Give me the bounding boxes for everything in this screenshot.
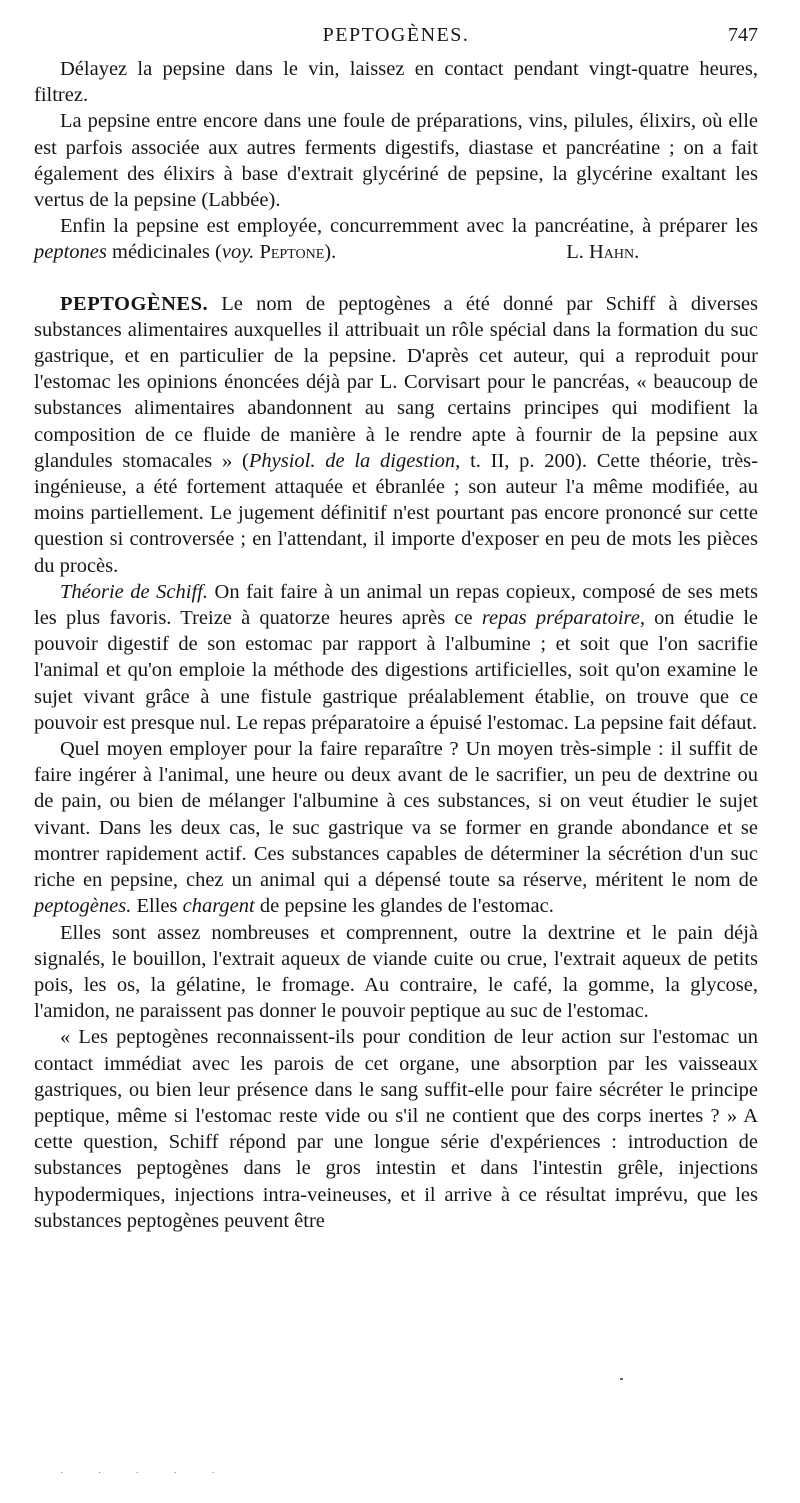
- running-title: PEPTOGÈNES.: [322, 24, 470, 46]
- text-run-italic: chargent: [182, 895, 255, 918]
- text-run: t. II, p. 200). Cette théorie, très-ingénieuse, a été fortement attaquée et ébranlée ; son auteur l'a même modifiée, au moins partiellement. Le jugement définitif n'est pourtant pas encore prononcé sur cette question si controversée ; en l'attendant, il importe d'exposer en peu de mots les pièces du procès.: [34, 449, 758, 577]
- paragraph-pepsine-preparations: La pepsine entre encore dans une foule de préparations, vins, pilules, élixirs, où elle est parfois associée aux autres ferments digestifs, diastase et pancréatine ; on a fait également des élixirs à base d'extrait glycériné de pepsine, la glycérine exaltant les vertus de la pepsine (Labbée).: [34, 110, 758, 212]
- print-specks: · · · · ·: [60, 1468, 231, 1479]
- text-run: Enfin la pepsine est employée, concurremment avec la pancréatine, à préparer les: [60, 215, 758, 238]
- text-run-italic: voy.: [221, 241, 255, 264]
- section-gap: [34, 266, 758, 291]
- text-run: on étudie le pouvoir digestif de son estomac par rapport à l'albumine ; et soit que l'on sacrifie l'animal et qu'on emploie la méthode des digestions artificielles, soit qu'on examine le sujet vivant grâce à une fistule gastrique préalablement établie, on trouve que ce pouvoir est presque nul. Le repas préparatoire a épuisé l'estomac. La pepsine fait défaut.: [34, 607, 758, 734]
- paragraph-quel-moyen: [34, 736, 758, 919]
- text-run: de pepsine les glandes de l'estomac.: [254, 895, 554, 918]
- text-run: Le nom de peptogènes a été donné par Schiff à diverses substances alimentaires auxquelles il attribuait un rôle spécial dans la formation du suc gastrique, et en particulier de la pepsine. D'après cet auteur, qui a reproduit pour l'estomac les opinions énoncées déjà par L. Corvisart pour le pancréas, « beaucoup de substances alimentaires abandonnent au sang certains principes qui modifient la composition de ce fluide de manière à le rendre apte à fournir de la pepsine aux glandules stomacales » (: [34, 292, 758, 472]
- paragraph-enfin: [34, 213, 758, 265]
- paragraph-nombreuses: Elles sont assez nombreuses et comprennent, outre la dextrine et le pain déjà signalés, le bouillon, l'extrait aqueux de viande cuite ou crue, l'extrait aqueux de petits pois, les os, la gélatine, le fromage. Au contraire, le café, la gomme, la glycose, l'amidon, ne paraissent pas donner le pouvoir peptique au suc de l'estomac.: [34, 921, 758, 1023]
- cross-reference: Peptone: [259, 241, 325, 264]
- text-run: ).: [324, 241, 337, 264]
- text-run: On fait faire à un animal un repas copieux, composé de ses mets les plus favoris. Treize à quatorze heures après ce: [34, 580, 758, 630]
- text-run-italic: peptogènes.: [34, 895, 132, 918]
- paragraph-condition: « Les peptogènes reconnaissent-ils pour condition de leur action sur l'estomac un contact immédiat avec les parois de cet organe, une absorption par les vaisseaux gastriques, ou bien leur présence dans le sang suffit-elle pour faire sécréter le principe peptique, même si l'estomac reste vide ou s'il ne contient que des corps inertes ? » A cette question, Schiff répond par une longue série d'expériences : introduction de substances peptogènes dans le gros intestin et dans l'intestin grêle, injections hypodermiques, injections intra-veineuses, et il arrive à ce résultat imprévu, que les substances peptogènes peuvent être: [34, 1026, 758, 1232]
- text-run-italic: Physiol. de la digestion,: [248, 449, 461, 472]
- entry-headword: PEPTOGÈNES.: [60, 292, 209, 315]
- author-signature: L. Hahn.: [566, 241, 640, 264]
- text-run-italic: peptones: [34, 241, 107, 264]
- text-run: Quel moyen employer pour la faire reparaître ? Un moyen très-simple : il suffit de faire ingérer à l'animal, une heure ou deux avant de le sacrifier, un peu de dextrine ou de pain, ou bien de mélanger l'albumine à ces substances, si on veut étudier le sujet vivant. Dans les deux cas, le suc gastrique va se former en grande abondance et se montrer rapidement actif. Ces substances capables de déterminer la sécrétion d'un suc riche en pepsine, chez un animal qui a dépensé toute sa réserve, méritent le nom de: [34, 738, 758, 892]
- page-number: 747: [728, 24, 758, 46]
- paragraph-delayez: Délayez la pepsine dans le vin, laissez en contact pendant vingt-quatre heures, filtrez.: [34, 58, 758, 107]
- print-speck: [620, 1378, 623, 1380]
- text-run: médicinales (: [106, 241, 222, 264]
- page: [34, 24, 758, 1234]
- paragraph-theorie-schiff: [34, 579, 758, 736]
- section-heading-italic: Théorie de Schiff.: [60, 580, 208, 603]
- running-head: [34, 24, 758, 56]
- text-run: Elles: [131, 895, 183, 918]
- text-run-italic: repas préparatoire,: [481, 607, 645, 630]
- paragraph-entry-peptogenes: [34, 291, 758, 579]
